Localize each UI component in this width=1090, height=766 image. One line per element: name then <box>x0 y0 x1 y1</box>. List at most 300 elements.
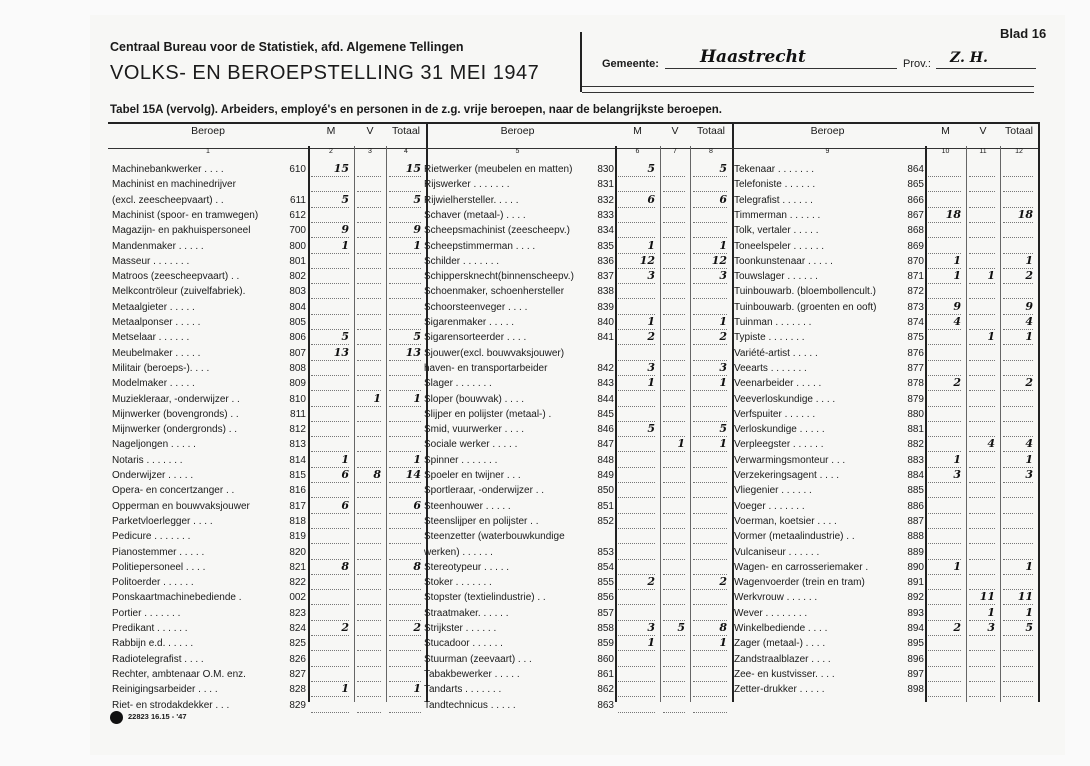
occupation-code: 887 <box>907 515 924 527</box>
count-female <box>357 162 381 177</box>
occupation-name: Metselaar . . . . . . <box>112 332 190 344</box>
occupation-code: 895 <box>907 638 924 650</box>
table-row <box>108 330 426 345</box>
count-female <box>357 453 381 468</box>
count-male <box>311 284 349 299</box>
occupation-name: Verloskundige . . . . . <box>734 424 825 436</box>
count-total: 5 <box>693 422 727 437</box>
count-total <box>389 698 421 713</box>
count-female <box>357 239 381 254</box>
table-row <box>420 392 732 407</box>
count-total <box>389 529 421 544</box>
table-row <box>730 437 1038 452</box>
table-row <box>420 193 732 208</box>
count-male <box>311 698 349 713</box>
table-row <box>420 162 732 177</box>
column-number: 9 <box>825 148 830 155</box>
occupation-name: Spoeler en twijner . . . <box>424 470 521 481</box>
occupation-code: 815 <box>289 470 306 481</box>
occupation-code: 845 <box>597 408 614 420</box>
count-total <box>1003 407 1033 422</box>
occupation-name: Opperman en bouwvaksjouwer <box>112 500 250 512</box>
count-male: 1 <box>618 315 655 330</box>
count-male <box>928 636 961 651</box>
count-total: 13 <box>389 346 421 361</box>
occupation-table-1 <box>108 122 426 711</box>
occupation-name: Rijwielhersteller. . . . . <box>424 194 519 206</box>
occupation-name: Tuinbouwarb. (groenten en ooft) <box>734 301 877 313</box>
occupation-name: Schoenmaker, schoenhersteller <box>424 286 565 298</box>
count-total: 2 <box>1003 376 1033 391</box>
count-female <box>357 361 381 376</box>
count-female: 1 <box>969 269 995 284</box>
count-male <box>618 606 655 621</box>
header-m: M <box>326 125 336 137</box>
occupation-code: 891 <box>907 577 924 589</box>
table-row <box>108 376 426 391</box>
count-male <box>311 361 349 376</box>
occupation-code: 611 <box>290 194 306 206</box>
table-row <box>730 575 1038 590</box>
occupation-name: Riet- en strodakdekker . . . <box>112 699 230 711</box>
count-total: 15 <box>389 162 421 177</box>
column-number: 7 <box>673 148 677 155</box>
occupation-name: haven- en transportarbeider <box>424 362 548 374</box>
count-male <box>618 392 655 407</box>
count-male <box>618 682 655 697</box>
table-row <box>108 315 426 330</box>
occupation-name: Zager (metaal-) . . . . <box>734 638 826 650</box>
count-female <box>357 682 381 697</box>
count-male <box>618 499 655 514</box>
count-total <box>693 300 727 315</box>
occupation-code: 838 <box>597 286 614 298</box>
table-row <box>730 422 1038 437</box>
table-row <box>420 361 732 376</box>
count-female <box>663 698 685 713</box>
table-row <box>108 621 426 636</box>
count-total <box>389 254 421 269</box>
count-female <box>969 499 995 514</box>
count-male <box>618 437 655 452</box>
header-divider <box>580 32 582 92</box>
occupation-code: 612 <box>289 209 306 221</box>
occupation-code: 854 <box>597 561 614 573</box>
count-total <box>1003 499 1033 514</box>
occupation-name: Sloper (bouwvak) . . . . <box>424 393 525 405</box>
table-title: Tabel 15A (vervolg). Arbeiders, employé's en personen in de z.g. vrije beroepen, naar de belangrijkste beroepen. <box>110 104 722 116</box>
occupation-code: 885 <box>907 485 924 497</box>
occupation-code: 810 <box>289 393 306 405</box>
occupation-name: Spinner . . . . . . . <box>424 454 498 466</box>
count-female <box>663 407 685 422</box>
count-female <box>357 499 381 514</box>
column-number: 4 <box>404 148 408 155</box>
count-female <box>663 223 685 238</box>
count-male: 18 <box>928 208 961 223</box>
count-total <box>389 422 421 437</box>
count-male: 13 <box>311 346 349 361</box>
count-female <box>663 177 685 192</box>
table-row <box>730 162 1038 177</box>
occupation-code: 852 <box>597 515 614 527</box>
table-row <box>420 177 732 192</box>
occupation-name: Voeger . . . . . . . <box>734 500 805 512</box>
count-male: 3 <box>618 361 655 376</box>
count-male <box>311 606 349 621</box>
occupation-name: Meubelmaker . . . . . <box>112 347 201 359</box>
occupation-code: 832 <box>597 194 614 206</box>
occupation-name: Mandenmaker . . . . . <box>112 240 204 252</box>
count-male <box>618 514 655 529</box>
occupation-code: 820 <box>289 546 306 558</box>
count-female <box>663 392 685 407</box>
table-row <box>420 514 732 529</box>
count-total <box>389 437 421 452</box>
occupation-code: 813 <box>289 439 306 451</box>
count-female <box>357 560 381 575</box>
occupation-name: Verfspuiter . . . . . . <box>734 408 816 420</box>
count-female <box>663 667 685 682</box>
table-row <box>108 284 426 299</box>
count-female <box>663 254 685 269</box>
count-male: 6 <box>311 499 349 514</box>
count-male <box>311 392 349 407</box>
count-total: 11 <box>1003 590 1033 605</box>
count-male <box>928 361 961 376</box>
occupation-name: Opera- en concertzanger . . <box>112 485 235 497</box>
occupation-code: 812 <box>289 424 306 436</box>
table-row <box>420 468 732 483</box>
table-row <box>108 652 426 667</box>
header-totaal: Totaal <box>1004 125 1034 137</box>
count-male <box>311 376 349 391</box>
occupation-code: 897 <box>907 668 924 680</box>
count-female <box>357 545 381 560</box>
table-row <box>420 269 732 284</box>
count-total: 9 <box>389 223 421 238</box>
count-male <box>311 315 349 330</box>
occupation-name: Politoerder . . . . . . <box>112 577 194 589</box>
table-row <box>420 437 732 452</box>
count-total <box>389 606 421 621</box>
occupation-name: Schippersknecht(binnenscheepv.) <box>424 271 574 283</box>
count-female <box>969 545 995 560</box>
count-male <box>928 407 961 422</box>
count-male <box>928 483 961 498</box>
count-male <box>928 590 961 605</box>
occupation-code: 884 <box>907 470 924 481</box>
occupation-name: Veeverloskundige . . . . <box>734 393 836 405</box>
occupation-name: (excl. zeescheepvaart) . . <box>112 194 224 206</box>
count-male <box>928 177 961 192</box>
occupation-code: 869 <box>907 240 924 252</box>
count-male <box>928 162 961 177</box>
occupation-code: 842 <box>597 362 614 374</box>
occupation-code: 868 <box>907 225 924 237</box>
count-total <box>693 652 727 667</box>
print-code: 22823 16.15 - '47 <box>128 712 187 721</box>
table-row <box>730 453 1038 468</box>
occupation-code: 818 <box>289 515 306 527</box>
occupation-code: 829 <box>289 699 306 711</box>
table-row <box>108 468 426 483</box>
occupation-code: 848 <box>597 454 614 466</box>
count-male: 3 <box>618 269 655 284</box>
column-number: 8 <box>709 148 713 155</box>
count-female <box>663 545 685 560</box>
table-row <box>730 468 1038 483</box>
occupation-name: Rietwerker (meubelen en matten) <box>424 164 573 175</box>
occupation-name: Veenarbeider . . . . . <box>734 378 822 390</box>
count-male <box>928 606 961 621</box>
occupation-name: Sociale werker . . . . . <box>424 439 518 451</box>
count-female <box>663 315 685 330</box>
occupation-code: 823 <box>289 607 306 619</box>
count-male <box>928 499 961 514</box>
occupation-name: Stopster (textielindustrie) . . <box>424 592 546 604</box>
occupation-name: Slijper en polijster (metaal-) . <box>424 408 552 420</box>
count-total <box>1003 667 1033 682</box>
header-m: M <box>941 125 950 137</box>
occupation-code: 873 <box>907 301 924 313</box>
count-male: 5 <box>311 193 349 208</box>
count-male <box>928 575 961 590</box>
occupation-code: 853 <box>597 546 614 558</box>
table-row <box>108 667 426 682</box>
count-male <box>618 545 655 560</box>
count-female <box>969 575 995 590</box>
table-row <box>108 208 426 223</box>
count-male: 6 <box>618 193 655 208</box>
count-male <box>311 529 349 544</box>
column-number: 12 <box>1015 148 1023 155</box>
occupation-code: 870 <box>907 255 924 267</box>
table-row <box>730 300 1038 315</box>
occupation-name: Schoorsteenveger . . . . <box>424 301 528 313</box>
table-row <box>730 284 1038 299</box>
table-row <box>420 376 732 391</box>
count-total: 5 <box>1003 621 1033 636</box>
occupation-name: Timmerman . . . . . . <box>734 209 821 221</box>
occupation-name: Toneelspeler . . . . . . <box>734 240 825 252</box>
count-female <box>357 208 381 223</box>
count-female <box>969 392 995 407</box>
occupation-code: 896 <box>907 653 924 665</box>
occupation-name: Radiotelegrafist . . . . <box>112 653 204 665</box>
occupation-name: Zandstraalblazer . . . . <box>734 653 831 665</box>
count-total: 1 <box>693 376 727 391</box>
count-female <box>357 269 381 284</box>
count-total <box>693 346 727 361</box>
header-rule-1 <box>582 86 1034 87</box>
occupation-code: 860 <box>597 653 614 665</box>
count-male <box>928 346 961 361</box>
occupation-code: 898 <box>907 684 924 696</box>
table-row <box>420 407 732 422</box>
count-total <box>1003 193 1033 208</box>
occupation-code: 850 <box>597 485 614 497</box>
occupation-code: 817 <box>289 500 306 512</box>
count-male <box>311 590 349 605</box>
header-v: V <box>366 125 374 137</box>
count-total <box>389 652 421 667</box>
occupation-name: Telefoniste . . . . . . <box>734 179 816 191</box>
occupation-code: 864 <box>907 164 924 175</box>
table-row <box>108 453 426 468</box>
occupation-name: Muziekleraar, -onderwijzer . . <box>112 393 240 405</box>
count-total <box>389 269 421 284</box>
count-total: 1 <box>389 682 421 697</box>
occupation-name: Variété-artist . . . . . <box>734 347 818 359</box>
count-total <box>1003 422 1033 437</box>
table-row <box>108 545 426 560</box>
count-total: 3 <box>1003 468 1033 483</box>
table-row <box>108 636 426 651</box>
count-total <box>389 545 421 560</box>
occupation-name: Onderwijzer . . . . . <box>112 470 194 481</box>
gemeente-underline <box>665 68 897 69</box>
count-female <box>969 483 995 498</box>
occupation-name: Straatmaker. . . . . . <box>424 607 509 619</box>
count-female: 1 <box>663 437 685 452</box>
sheet-number: Blad 16 <box>1000 26 1047 41</box>
occupation-code: 837 <box>597 271 614 283</box>
count-female <box>969 682 995 697</box>
occupation-code: 822 <box>289 577 306 589</box>
occupation-code: 819 <box>289 531 306 543</box>
count-female <box>357 590 381 605</box>
count-total <box>693 514 727 529</box>
count-total: 2 <box>389 621 421 636</box>
occupation-code: 821 <box>289 561 306 573</box>
count-female <box>663 529 685 544</box>
table-row <box>730 193 1038 208</box>
occupation-code: 882 <box>907 439 924 451</box>
count-total: 18 <box>1003 208 1033 223</box>
count-female <box>663 361 685 376</box>
table-row <box>420 208 732 223</box>
occupation-name: Toonkunstenaar . . . . . <box>734 255 833 267</box>
occupation-name: Steenslijper en polijster . . <box>424 515 539 527</box>
count-total <box>389 315 421 330</box>
count-male: 3 <box>928 468 961 483</box>
count-total <box>693 223 727 238</box>
table-row <box>730 652 1038 667</box>
count-total <box>693 682 727 697</box>
occupation-code: 824 <box>289 623 306 634</box>
count-total: 1 <box>389 453 421 468</box>
occupation-code: 840 <box>597 317 614 328</box>
count-male: 1 <box>311 239 349 254</box>
occupation-code: 831 <box>597 179 614 191</box>
count-male <box>618 407 655 422</box>
count-female <box>663 193 685 208</box>
occupation-name: Tabakbewerker . . . . . <box>424 668 520 680</box>
occupation-code: 803 <box>289 286 306 298</box>
count-total <box>1003 239 1033 254</box>
count-total: 9 <box>1003 300 1033 315</box>
count-male: 2 <box>618 330 655 345</box>
table-row <box>730 590 1038 605</box>
count-total: 3 <box>693 269 727 284</box>
occupation-code: 871 <box>907 271 924 283</box>
count-female <box>969 453 995 468</box>
occupation-name: Winkelbediende . . . . <box>734 623 828 634</box>
table-row <box>730 239 1038 254</box>
occupation-name: Ponskaartmachinebediende . <box>112 592 242 604</box>
table-row <box>108 346 426 361</box>
occupation-name: Machinebankwerker . . . . <box>112 164 224 175</box>
occupation-name: Tandarts . . . . . . . <box>424 684 502 696</box>
table-row <box>420 330 732 345</box>
count-total: 3 <box>693 361 727 376</box>
count-female <box>969 514 995 529</box>
column-number: 10 <box>941 148 950 155</box>
count-total <box>389 575 421 590</box>
occupation-code: 814 <box>289 454 306 466</box>
count-male: 5 <box>618 162 655 177</box>
occupation-name: Tekenaar . . . . . . . <box>734 164 815 175</box>
count-male: 1 <box>311 682 349 697</box>
count-total: 8 <box>693 621 727 636</box>
occupation-name: Schaver (metaal-) . . . . <box>424 209 526 221</box>
count-female <box>663 162 685 177</box>
table-row <box>420 636 732 651</box>
count-total <box>1003 652 1033 667</box>
occupation-code: 847 <box>597 439 614 451</box>
count-male <box>618 300 655 315</box>
count-female <box>663 636 685 651</box>
header-totaal: Totaal <box>696 125 726 137</box>
count-male: 2 <box>618 575 655 590</box>
form-title: VOLKS- EN BEROEPSTELLING 31 MEI 1947 <box>110 62 540 84</box>
table-row <box>108 407 426 422</box>
count-female <box>357 254 381 269</box>
count-female <box>357 667 381 682</box>
count-female <box>663 652 685 667</box>
table-row <box>108 223 426 238</box>
occupation-name: Vliegenier . . . . . . <box>734 485 812 497</box>
count-total <box>693 407 727 422</box>
occupation-code: 858 <box>597 623 614 634</box>
count-female <box>969 315 995 330</box>
count-total: 5 <box>389 330 421 345</box>
occupation-name: Rabbijn e.d. . . . . . <box>112 638 194 650</box>
count-male <box>618 208 655 223</box>
count-female <box>663 239 685 254</box>
occupation-name: Wagenvoerder (trein en tram) <box>734 577 865 589</box>
count-male <box>928 223 961 238</box>
occupation-code: 880 <box>907 408 924 420</box>
count-male: 2 <box>928 376 961 391</box>
occupation-code: 834 <box>597 225 614 237</box>
occupation-code: 827 <box>289 668 306 680</box>
count-female: 8 <box>357 468 381 483</box>
table-row <box>730 223 1038 238</box>
count-male: 5 <box>618 422 655 437</box>
count-male: 3 <box>618 621 655 636</box>
count-male <box>311 208 349 223</box>
count-total: 8 <box>389 560 421 575</box>
count-male <box>311 514 349 529</box>
occupation-name: Strijkster . . . . . . <box>424 623 497 634</box>
occupation-code: 807 <box>289 347 306 359</box>
occupation-code: 876 <box>907 347 924 359</box>
count-male: 1 <box>618 636 655 651</box>
count-female <box>663 682 685 697</box>
count-male <box>928 514 961 529</box>
